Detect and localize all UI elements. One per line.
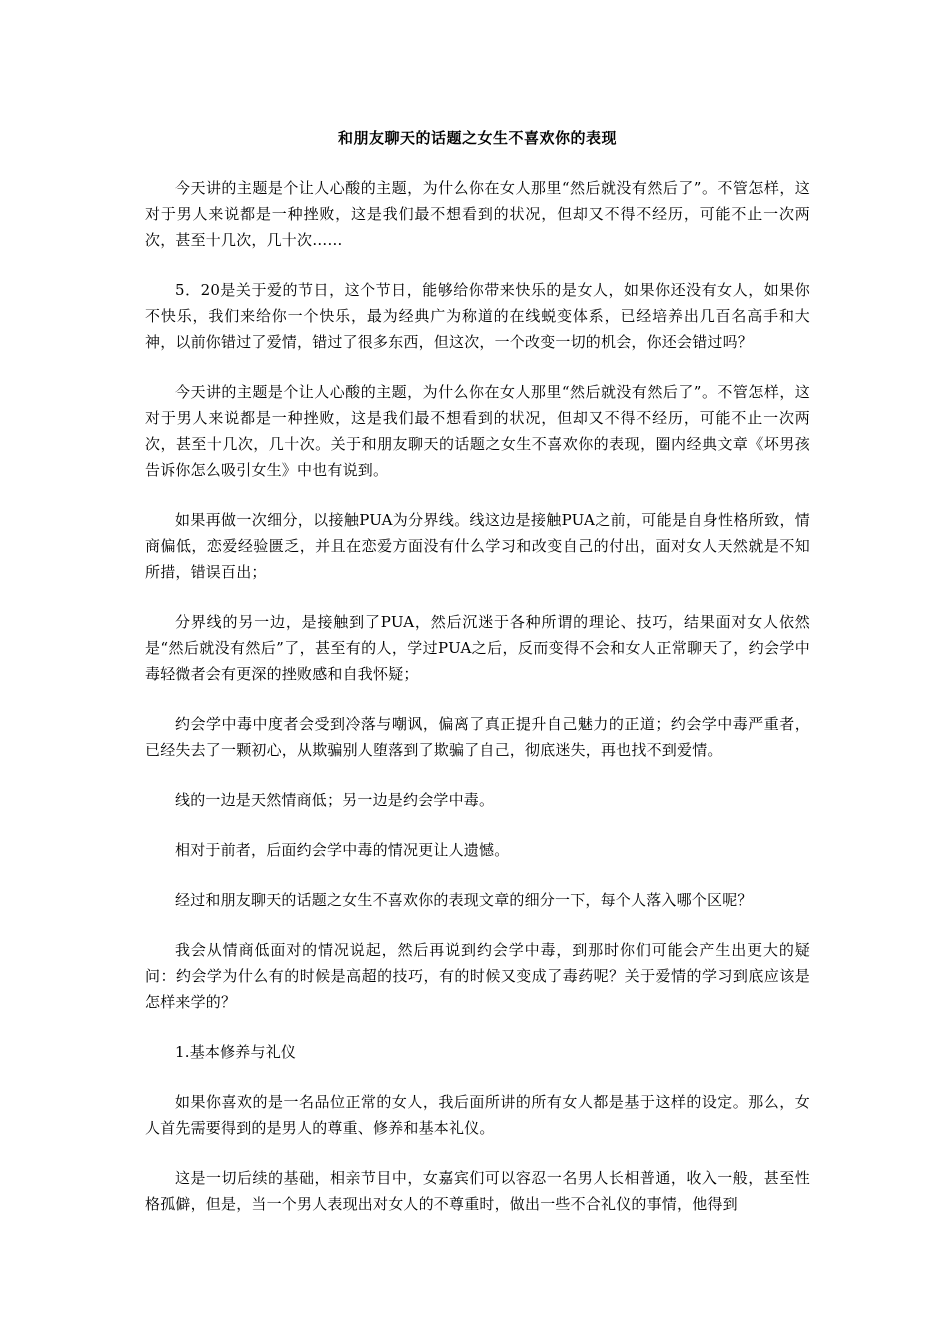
paragraph-8: 相对于前者，后面约会学中毒的情况更让人遗憾。 xyxy=(175,841,510,859)
paragraph-2: 5．20是关于爱的节日，这个节日，能够给你带来快乐的是女人，如果你还没有女人，如果你不快乐，我们来给你一个快乐，最为经典广为称道的在线蜕变体系，已经培养出几百名高手和大神，以前你错过了爱情，错过了很多东西，但这次，一个改变一切的机会，你还会错过吗？ xyxy=(145,281,810,351)
section-heading: 1.基本修养与礼仪 xyxy=(175,1043,297,1061)
paragraph-3: 今天讲的主题是个让人心酸的主题，为什么你在女人那里“然后就没有然后了”。不管怎样，这对于男人来说都是一种挫败，这是我们最不想看到的状况，但却又不得不经历，可能不止一次两次，甚至十几次，几十次。关于和朋友聊天的话题之女生不喜欢你的表现，圈内经典文章《坏男孩告诉你怎么吸引女生》中也有说到。 xyxy=(145,383,810,479)
document-title: 和朋友聊天的话题之女生不喜欢你的表现 xyxy=(337,129,617,147)
paragraph-4: 如果再做一次细分，以接触PUA为分界线。线这边是接触PUA之前，可能是自身性格所致，情商偏低，恋爱经验匮乏，并且在恋爱方面没有什么学习和改变自己的付出，面对女人天然就是不知所措，错误百出； xyxy=(145,511,810,581)
paragraph-7: 线的一边是天然情商低；另一边是约会学中毒。 xyxy=(175,791,495,809)
paragraph-9: 经过和朋友聊天的话题之女生不喜欢你的表现文章的细分一下，每个人落入哪个区呢？ xyxy=(175,891,753,909)
paragraph-6: 约会学中毒中度者会受到冷落与嘲讽，偏离了真正提升自己魅力的正道；约会学中毒严重者，已经失去了一颗初心，从欺骗别人堕落到了欺骗了自己，彻底迷失，再也找不到爱情。 xyxy=(145,715,810,759)
document-page xyxy=(145,0,810,1217)
paragraph-11: 如果你喜欢的是一名品位正常的女人，我后面所讲的所有女人都是基于这样的设定。那么，女人首先需要得到的是男人的尊重、修养和基本礼仪。 xyxy=(145,1093,810,1137)
paragraph-10: 我会从情商低面对的情况说起，然后再说到约会学中毒，到那时你们可能会产生出更大的疑问：约会学为什么有的时候是高超的技巧，有的时候又变成了毒药呢？关于爱情的学习到底应该是怎样来学的？ xyxy=(145,941,810,1011)
paragraph-12: 这是一切后续的基础，相亲节目中，女嘉宾们可以容忍一名男人长相普通，收入一般，甚至性格孤僻，但是，当一个男人表现出对女人的不尊重时，做出一些不合礼仪的事情，他得到 xyxy=(145,1169,810,1213)
paragraph-1: 今天讲的主题是个让人心酸的主题，为什么你在女人那里“然后就没有然后了”。不管怎样，这对于男人来说都是一种挫败，这是我们最不想看到的状况，但却又不得不经历，可能不止一次两次，甚至十几次，几十次…… xyxy=(145,179,810,249)
paragraph-5: 分界线的另一边，是接触到了PUA，然后沉迷于各种所谓的理论、技巧，结果面对女人依然是“然后就没有然后”了，甚至有的人，学过PUA之后，反而变得不会和女人正常聊天了，约会学中毒轻微者会有更深的挫败感和自我怀疑； xyxy=(145,613,810,683)
